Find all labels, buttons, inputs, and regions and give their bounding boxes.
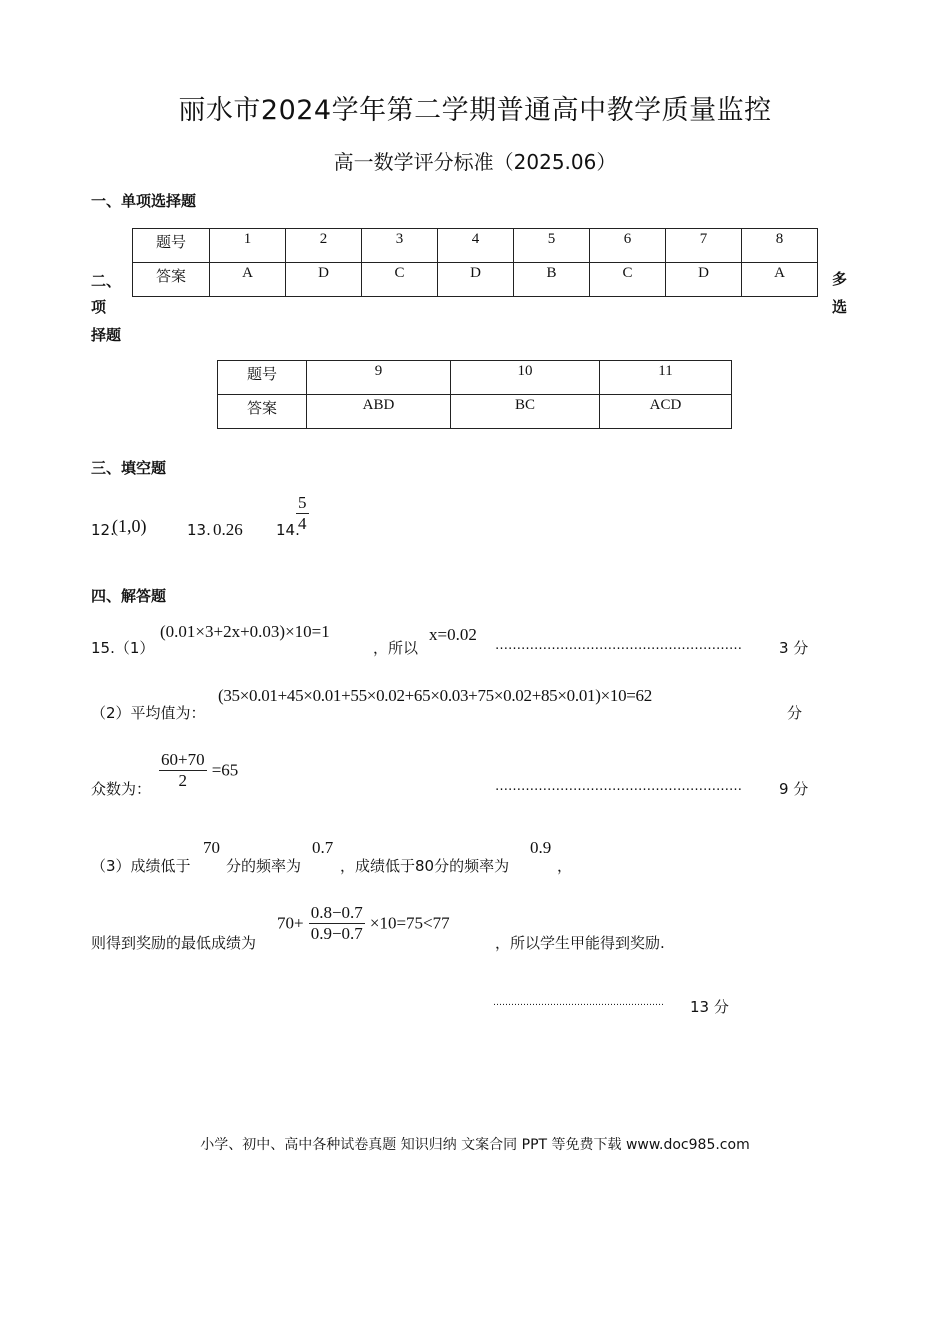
q15-part4-label: 则得到奖励的最低成绩为 <box>91 934 257 952</box>
row-label-answer: 答案 <box>133 263 210 297</box>
q13-answer: 0.26 <box>213 520 243 539</box>
table-row <box>218 361 732 395</box>
answer-cell: ACD <box>600 395 732 429</box>
answer-cell: A <box>210 263 286 297</box>
fraction-denominator: 0.9−0.7 <box>310 924 363 943</box>
score-points: 3 分 <box>779 639 809 657</box>
q15-eq2-unit: 分 <box>787 704 803 722</box>
score-points: 13 分 <box>690 998 729 1016</box>
fraction-numerator: 0.8−0.7 <box>310 903 363 922</box>
expr-suffix: ×10=75<77 <box>369 913 450 933</box>
question-number: 9 <box>307 361 451 395</box>
value-0-9: 0.9 <box>530 838 552 857</box>
answer-cell: D <box>438 263 514 297</box>
q15-part3-text-b: ，成绩低于80分的频率为 <box>340 857 510 875</box>
answer-cell: D <box>666 263 742 297</box>
section-heading-multi-part2: 项 <box>91 298 107 316</box>
fraction-numerator: 60+70 <box>161 750 205 769</box>
question-number: 8 <box>742 229 818 263</box>
score-points: 9 分 <box>779 780 809 798</box>
q15-part1-label: 15.（1） <box>91 639 155 657</box>
answer-cell: BC <box>451 395 600 429</box>
q12-label: 12. <box>91 521 115 539</box>
page-title: 丽水市2024学年第二学期普通高中教学质量监控 <box>178 95 772 126</box>
section-heading-multi-right1: 多 <box>832 270 848 288</box>
question-number: 1 <box>210 229 286 263</box>
table-row <box>218 395 732 429</box>
section-heading-single-choice: 一、单项选择题 <box>91 192 197 210</box>
row-label-question: 题号 <box>218 361 307 395</box>
question-number: 6 <box>590 229 666 263</box>
mode-label: 众数为： <box>91 780 152 798</box>
value-0-7: 0.7 <box>312 838 334 857</box>
multi-choice-answer-table <box>217 360 732 429</box>
fraction-denominator: 4 <box>298 514 307 533</box>
q15-part3-text-c: ， <box>557 857 573 875</box>
mode-expression <box>159 750 238 791</box>
q12-answer: (1,0) <box>112 516 147 536</box>
section-heading-fill-blank: 三、填空题 <box>91 459 167 477</box>
answer-cell: C <box>362 263 438 297</box>
question-number: 2 <box>286 229 362 263</box>
value-70: 70 <box>203 838 220 857</box>
q14-label: 14. <box>276 521 300 539</box>
expr-prefix: 70+ <box>277 913 304 933</box>
row-label-answer: 答案 <box>218 395 307 429</box>
section-heading-multi-right2: 选 <box>832 298 848 316</box>
fraction-numerator: 5 <box>298 493 307 512</box>
q13-label: 13. <box>187 521 211 539</box>
question-number: 4 <box>438 229 514 263</box>
q15-conclusion: ，所以学生甲能得到奖励. <box>495 934 665 952</box>
q15-equation-2: (35×0.01+45×0.01+55×0.02+65×0.03+75×0.02+85×0.01)×10=62 <box>218 686 652 705</box>
q15-part3-text-a: 分的频率为 <box>226 857 302 875</box>
page-footer: 小学、初中、高中各种试卷真题 知识归纳 文案合同 PPT 等免费下载 www.doc985.com <box>200 1137 750 1153</box>
answer-cell: B <box>514 263 590 297</box>
score-leader-dots: ………………………………………………… <box>495 638 742 653</box>
question-number: 5 <box>514 229 590 263</box>
mode-result: =65 <box>211 760 239 780</box>
table-row <box>133 229 818 263</box>
q15-part2-label: （2）平均值为： <box>91 704 206 722</box>
score-leader-dots: ………………………………………………… <box>493 998 664 1008</box>
section-heading-multi-part3: 择题 <box>91 326 122 344</box>
q14-fraction <box>296 493 309 534</box>
question-number: 11 <box>600 361 732 395</box>
question-number: 3 <box>362 229 438 263</box>
question-number: 7 <box>666 229 742 263</box>
q15-min-score-expression <box>277 903 450 944</box>
section-heading-multi-part1: 二、 <box>91 272 122 290</box>
single-choice-answer-table <box>132 228 818 297</box>
score-leader-dots: ………………………………………………… <box>495 779 742 794</box>
answer-cell: C <box>590 263 666 297</box>
answer-cell: D <box>286 263 362 297</box>
answer-cell: ABD <box>307 395 451 429</box>
answer-cell: A <box>742 263 818 297</box>
q15-equation-1: (0.01×3+2x+0.03)×10=1 <box>160 622 330 641</box>
table-row <box>133 263 818 297</box>
section-heading-solutions: 四、解答题 <box>91 587 167 605</box>
q15-result-x: x=0.02 <box>429 625 477 644</box>
question-number: 10 <box>451 361 600 395</box>
fraction-denominator: 2 <box>178 771 188 790</box>
page-subtitle: 高一数学评分标准（2025.06） <box>333 150 617 174</box>
q15-part3-label: （3）成绩低于 <box>91 857 191 875</box>
row-label-question: 题号 <box>133 229 210 263</box>
q15-so-text: ，所以 <box>373 639 419 657</box>
